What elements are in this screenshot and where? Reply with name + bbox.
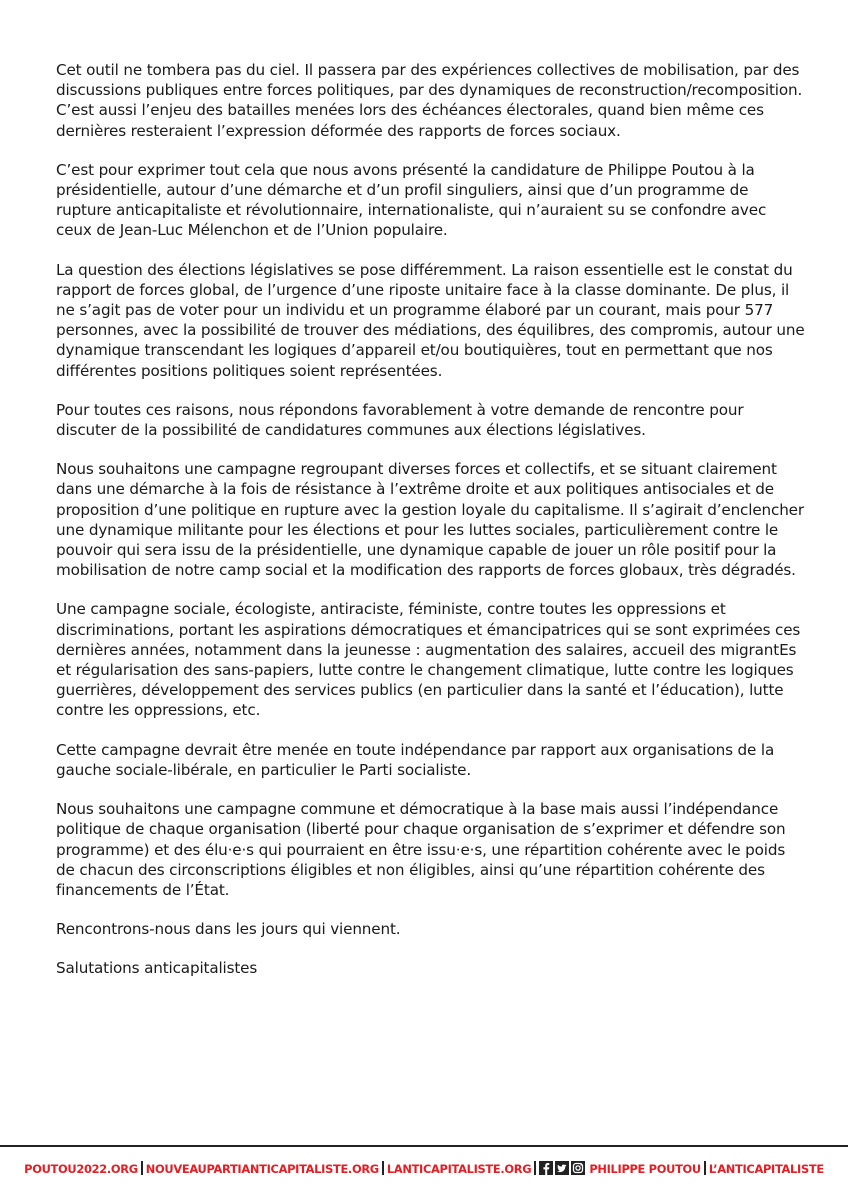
footer-handle-philippe-poutou[interactable]: PHILIPPE POUTOU [589, 1162, 701, 1176]
paragraph: C’est pour exprimer tout cela que nous avons présenté la candidature de Philippe Poutou à la présidentielle, autour d’une démarche et d’un profil singuliers, ainsi que d’un programme de rupture anticapitaliste et révolutionnaire, internationaliste, qui n’auraient su se confondre avec ceux de Jean-Luc Mélenchon et de l’Union populaire. [56, 160, 767, 240]
paragraph: Pour toutes ces raisons, nous répondons favorablement à votre demande de rencontre pour discuter de la possibilité de candidatures communes aux élections législatives. [56, 400, 744, 440]
facebook-icon[interactable] [539, 1161, 553, 1175]
footer-divider [0, 1145, 848, 1147]
footer-link-poutou2022[interactable]: POUTOU2022.ORG [24, 1162, 138, 1176]
footer-link-npa[interactable]: NOUVEAUPARTIANTICAPITALISTE.ORG [145, 1162, 379, 1176]
footer-link-lanticapitaliste[interactable]: LANTICAPITALISTE.ORG [386, 1162, 532, 1176]
paragraph: La question des élections législatives se pose différemment. La raison essentielle est le constat du rapport de forces global, de l’urgence d’une riposte unitaire face à la classe dominante. De plus, il ne s’agit pas de voter pour un individu et un programme élaboré par un courant, mais pour 577 personnes, avec la possibilité de trouver des médiations, des équilibres, des compromis, autour une dynamique transcendant les logiques d’appareil et/ou boutiquières, tout en permettant que nos différentes positions politiques soient représentées. [56, 260, 805, 380]
paragraph: Cet outil ne tombera pas du ciel. Il passera par des expériences collectives de mobilisation, par des discussions publiques entre forces politiques, par des dynamiques de reconstruction/recomposition. C’est aussi l’enjeu des batailles menées lors des échéances électorales, quand bien même ces dernières resteraient l’expression déformée des rapports de forces sociaux. [56, 61, 803, 140]
footer [0, 1160, 848, 1178]
paragraph: Nous souhaitons une campagne commune et démocratique à la base mais aussi l’indépendance politique de chaque organisation (liberté pour chaque organisation de s’exprimer et défendre son programme) et des élu·e·s qui pourraient en être issu·e·s, une répartition cohérente avec le poids de chacun des circonscriptions éligibles et non éligibles, ainsi qu’une répartition cohérente des financements de l’État. [56, 800, 786, 899]
paragraph: Cette campagne devrait être menée en toute indépendance par rapport aux organisations de la gauche sociale-libérale, en particulier le Parti socialiste. [56, 740, 775, 779]
footer-separator [382, 1161, 384, 1175]
closing-line: Rencontrons-nous dans les jours qui viennent. [56, 920, 401, 939]
paragraph: Une campagne sociale, écologiste, antiraciste, féministe, contre toutes les oppressions et discriminations, portant les aspirations démocratiques et émancipatrices qui se sont exprimées ces dernières années, notamment dans la jeunesse : augmentation des salaires, accueil des migrantEs et régularisation des sans-papiers, lutte contre le changement climatique, lutte contre les logiques guerrières, développement des services publics (en particulier dans la santé et l’éducation), lutte contre les oppressions, etc. [56, 600, 801, 720]
footer-separator [704, 1161, 706, 1175]
salutation: Salutations anticapitalistes [56, 959, 258, 978]
footer-separator [534, 1161, 536, 1175]
footer-separator [141, 1161, 143, 1175]
letter-body [56, 60, 806, 998]
footer-handle-lanticapitaliste[interactable]: L’ANTICAPITALISTE [708, 1162, 824, 1176]
paragraph: Nous souhaitons une campagne regroupant diverses forces et collectifs, et se situant clairement dans une démarche à la fois de résistance à l’extrême droite et aux politiques antisociales et de proposition d’une politique en rupture avec la gestion loyale du capitalisme. Il s’agirait d’enclencher une dynamique militante pour les élections et pour les luttes sociales, particulièrement contre le pouvoir qui sera issu de la présidentielle, une dynamique capable de jouer un rôle positif pour la mobilisation de notre camp social et la modification des rapports de forces globaux, très dégradés. [56, 460, 804, 580]
twitter-icon[interactable] [555, 1161, 569, 1175]
instagram-icon[interactable] [571, 1161, 585, 1175]
